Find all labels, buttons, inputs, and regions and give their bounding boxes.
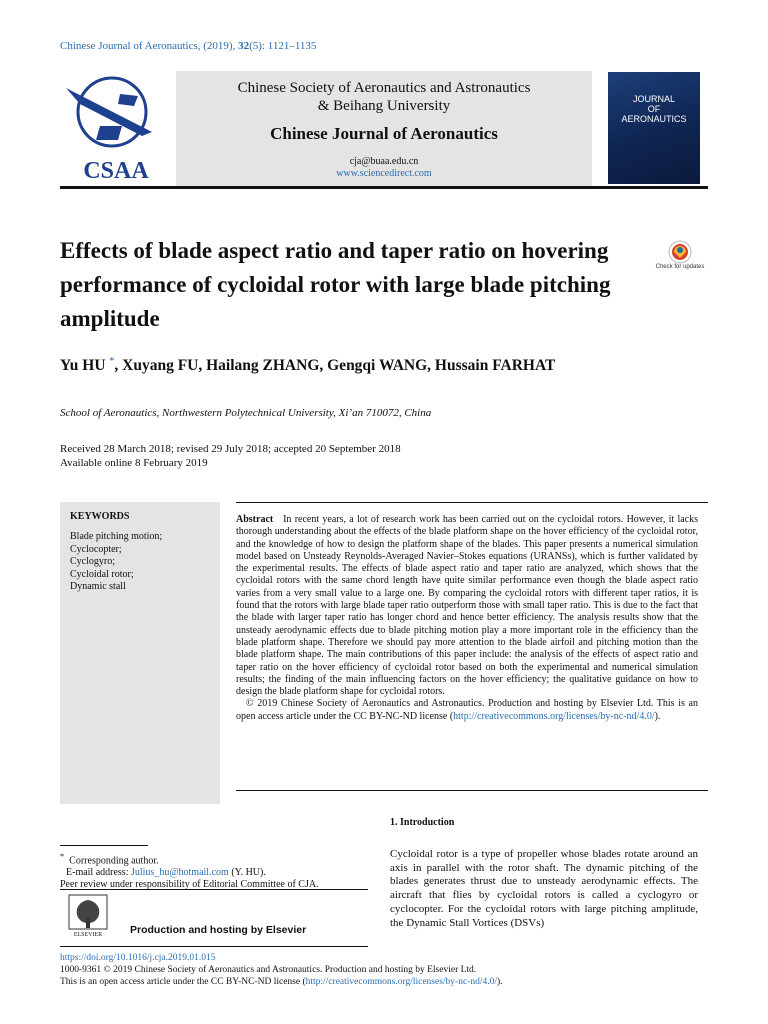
production-hosting-label: Production and hosting by Elsevier — [130, 924, 307, 936]
other-authors: , Xuyang FU, Hailang ZHANG, Gengqi WANG, Hussain FARHAT — [114, 357, 556, 375]
society-name-line1: Chinese Society of Aeronautics and Astronautics — [237, 80, 531, 96]
citation-pages: (5): 1121–1135 — [249, 40, 317, 52]
elsevier-label: ELSEVIER — [73, 932, 103, 938]
copyright-end: ). — [654, 710, 661, 722]
license-prefix: This is an open access article under the CC BY-NC-ND license ( — [60, 977, 306, 987]
keyword-item: Blade pitching motion; — [70, 531, 163, 542]
online-date: Available online 8 February 2019 — [60, 457, 208, 469]
doi-link[interactable]: https://doi.org/10.1016/j.cja.2019.01.015 — [60, 953, 216, 963]
keyword-item: Cyclocopter; — [70, 543, 122, 555]
issn-line: 1000-9361 © 2019 Chinese Society of Aeronautics and Astronautics. Production and hosting by Elsevier Ltd. — [60, 965, 477, 975]
abstract-label: Abstract — [236, 514, 274, 525]
society-name-line2: & Beihang University — [317, 98, 451, 114]
article-bottom-info — [60, 952, 503, 988]
keywords-list — [70, 531, 162, 594]
footnote-divider — [60, 845, 148, 846]
abstract-copyright — [236, 698, 698, 723]
article-dates — [60, 442, 401, 470]
keyword-item: Cyclogyro; — [70, 556, 115, 567]
received-dates: Received 28 March 2018; revised 29 July 2018; accepted 20 September 2018 — [60, 443, 401, 455]
citation-volume: 32 — [238, 40, 250, 52]
bottom-license-link[interactable]: http://creativecommons.org/licenses/by-nc-nd/4.0/ — [305, 977, 497, 987]
first-author[interactable]: Yu HU — [60, 357, 106, 375]
header-divider — [60, 186, 708, 189]
license-suffix: ). — [497, 977, 503, 987]
introduction-paragraph: Cycloidal rotor is a type of propeller whose blades rotate around an axis in parallel with the rotor shaft. The dynamic pitching of the blades generates thrust due to unsteady aerodynamic effects. The aircraft that flies by cycloidal rotors is called a cyclogyro or cyclocopter. For the cycloidal rotors with large pitching amplitude, the Dynamic Stall Vortices (DSVs) — [390, 848, 698, 929]
check-updates-label[interactable]: Check for updates — [655, 264, 705, 270]
article-title: Effects of blade aspect ratio and taper ratio on hovering performance of cycloidal rotor with large blade pitching amplitude — [60, 238, 611, 331]
cover-line1: JOURNAL — [632, 94, 675, 104]
cover-line3: AERONAUTICS — [621, 114, 687, 124]
csaa-logo — [60, 74, 172, 184]
cover-line2: OF — [647, 104, 661, 114]
corresponding-text: Corresponding author. — [69, 855, 159, 867]
journal-email[interactable]: cja@buaa.edu.cn — [349, 156, 419, 167]
copyright-text: © 2019 Chinese Society of Aeronautics and Astronautics. Production and hosting by Elsevier Ltd. This is an open access article under the CC BY-NC-ND license ( — [236, 698, 698, 722]
cover-title — [608, 94, 700, 124]
abstract — [236, 514, 698, 723]
abstract-top-rule — [236, 502, 708, 503]
abstract-body-paragraph — [236, 514, 698, 698]
corresponding-note — [60, 851, 319, 867]
keyword-item: Dynamic stall — [70, 581, 126, 592]
check-updates-icon[interactable] — [660, 240, 700, 280]
email-suffix: (Y. HU). — [228, 867, 266, 879]
logo-text: CSAA — [83, 158, 149, 184]
journal-citation[interactable] — [60, 40, 316, 52]
citation-text: Chinese Journal of Aeronautics, (2019), — [60, 40, 239, 52]
footnote-mark: * — [60, 852, 65, 861]
journal-website-link[interactable]: www.sciencedirect.com — [336, 168, 432, 179]
license-link[interactable]: http://creativecommons.org/licenses/by-nc-nd/4.0/ — [453, 710, 655, 722]
corresponding-mark[interactable]: * — [109, 356, 115, 367]
keywords-heading: KEYWORDS — [70, 511, 130, 522]
journal-cover-image[interactable] — [608, 72, 700, 184]
license-line — [60, 976, 503, 988]
peer-review-note: Peer review under responsibility of Editorial Committee of CJA. — [60, 879, 319, 891]
author-email-link[interactable]: Julius_hu@hotmail.com — [130, 867, 229, 879]
footnotes — [60, 851, 319, 891]
email-label: E-mail address: — [66, 867, 131, 879]
journal-name: Chinese Journal of Aeronautics — [270, 124, 498, 143]
email-note — [60, 867, 319, 879]
section-heading-introduction: 1. Introduction — [390, 817, 455, 828]
abstract-bottom-rule — [236, 790, 708, 791]
author-list — [60, 356, 555, 375]
abstract-body: In recent years, a lot of research work has been carried out on the cycloidal rotors. However, it lacks thorough understanding about the effects of the blade platform shape on the hover efficiency of the cycloidal rotor, and the knowledge of how to design the platform shape of the blades. This paper presents a numerical simulation model based on Unsteady Reynolds-Averaged Navier–Stokes equations (URANSs), which is further validated by the experimental results. The effects of blade aspect ratio and taper ratio are analyzed, which shows that the cycloidal rotors with the same chord length have quite similar performance even though the blade aspect ratio varies from a very small value to a large one. By comparing the cycloidal rotors with different taper ratios, it is found that the rotors with large blade taper ratio outperform those with small taper ratio. This is due to the fact that the blade with larger taper ratio has longer chord and hence better efficiency. The analysis results show that the unsteady aerodynamic effects due to blade pitching motion play a more important role in the efficiency than the blade platform shape. Therefore we should pay more attention to the blade airfoil and pitching motion than the blade platform shape. The main contributions of this paper include: the analysis of the effects of aspect ratio and taper ratio on the hover efficiency of cycloidal rotor based on both the experimental and numerical simulation results; the finding of the main influencing factors on the hover efficiency; the qualitative guidance on how to design the blade platform shape for cycloidal rotors. — [236, 514, 699, 698]
elsevier-tree-icon[interactable] — [68, 894, 108, 938]
affiliation: School of Aeronautics, Northwestern Polytechnical University, Xi’an 710072, China — [60, 407, 432, 419]
keyword-item: Cycloidal rotor; — [70, 568, 134, 580]
